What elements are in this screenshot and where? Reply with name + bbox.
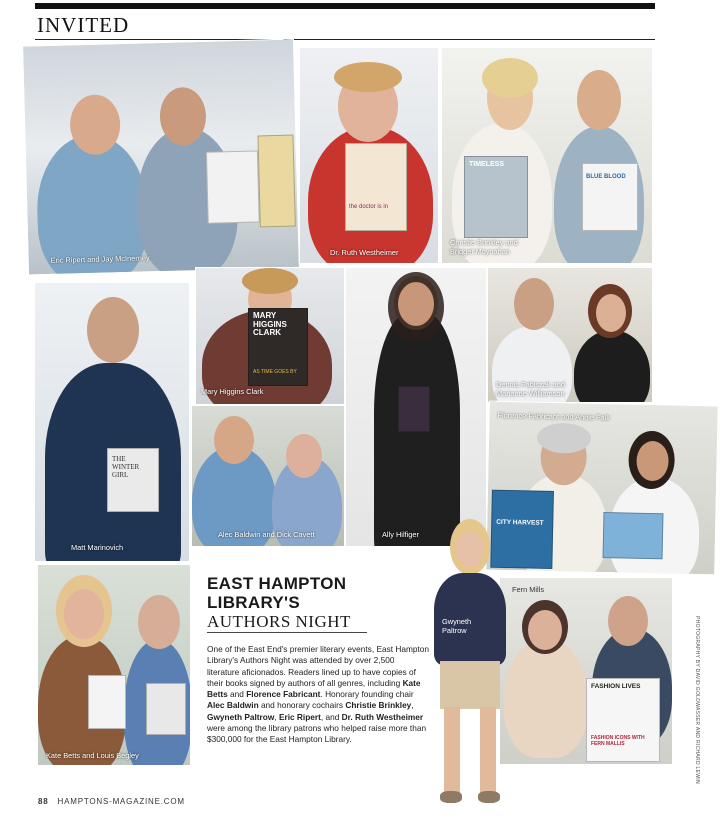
caption: Christie Brinkley and Bridget Moynahan — [450, 238, 518, 257]
headline-line: AUTHORS NIGHT — [207, 612, 351, 631]
page-footer — [38, 797, 185, 806]
body-text-segment: , — [274, 711, 279, 722]
body-text-segment: , and — [320, 711, 342, 722]
body-text-segment: One of the East End's premier literary events, East Hampton Library's Authors Night was attended by over 2,500 literature aficionados. Readers lined up to have copies of their books signed by authors of all genres, including — [207, 644, 430, 688]
photo-hilfiger — [346, 268, 486, 546]
photo-ripert-mcinerney — [23, 40, 299, 275]
caption: Matt Marinovich — [71, 543, 124, 552]
book-title: TIMELESS — [469, 161, 505, 168]
photo-baldwin-cavett — [192, 406, 344, 546]
photo-marinovich — [35, 283, 189, 561]
headline-rule — [207, 632, 367, 633]
article-body — [207, 644, 429, 746]
page-number: 88 — [38, 797, 49, 806]
header-bar — [35, 3, 655, 9]
photo-betts-begley — [38, 565, 190, 765]
photo-westheimer — [300, 48, 438, 263]
book-title: BLUE BLOOD — [586, 174, 626, 180]
book-title: MARY — [253, 311, 277, 320]
bold-name: Kate Betts — [207, 677, 421, 700]
caption: Fern Mills — [512, 585, 545, 594]
caption: Mary Higgins Clark — [201, 387, 264, 396]
caption: Eric Ripert and Jay McInerney — [50, 253, 150, 265]
photo-paltrow — [420, 515, 520, 815]
caption: Kate Betts and Louis Begley — [46, 751, 139, 760]
photo-higgins-clark — [196, 268, 344, 404]
bold-name: Gwyneth Paltrow — [207, 711, 275, 722]
photo-fabricant-falk — [486, 402, 717, 575]
caption: Alec Baldwin and Dick Cavett — [218, 530, 315, 539]
bold-name: Florence Fabricant — [246, 689, 321, 700]
bold-name: Eric Ripert — [278, 711, 321, 722]
book-title: the doctor is in — [349, 204, 389, 210]
body-text-segment: and honorary cochairs — [258, 700, 346, 711]
bold-name: Christie Brinkley — [345, 700, 412, 711]
photo-brinkley-moynahan — [442, 48, 652, 263]
site-url: HAMPTONS-MAGAZINE.COM — [57, 797, 185, 806]
book-subtitle: AS TIME GOES BY — [253, 369, 297, 375]
body-text-segment: were among the library patrons who helped raise more than $300,000 for the East Hampton Library. — [207, 723, 427, 745]
headline-line: EAST HAMPTON — [207, 574, 347, 593]
photo-fabiszak-williamson — [488, 268, 652, 402]
body-text-segment: and — [227, 689, 247, 700]
bold-name: Dr. Ruth Westheimer — [341, 711, 424, 722]
caption: Gwyneth Paltrow — [442, 617, 472, 636]
caption: Ally Hilfiger — [382, 530, 419, 539]
book-title: FASHION LIVES — [591, 683, 641, 690]
article-headline — [207, 574, 412, 631]
section-title: INVITED — [37, 13, 130, 37]
body-text-segment: . Honorary founding chair — [320, 689, 414, 700]
book-subtitle: FASHION ICONS WITH FERN MALLIS — [591, 735, 645, 747]
book-title: CITY HARVEST — [496, 518, 544, 527]
bold-name: Alec Baldwin — [207, 700, 259, 711]
book-title: WINTER — [112, 463, 140, 471]
book-title: THE — [112, 455, 126, 463]
book-title: CLARK — [253, 328, 281, 337]
photo-credit: PHOTOGRAPHY BY DAVID GOLDWASSER AND RICHARD LEWIN — [694, 616, 700, 784]
header-rule — [35, 39, 655, 40]
caption: Dr. Ruth Westheimer — [330, 248, 399, 257]
caption: Dennis Fabiszak and Marianne Williamson — [496, 380, 566, 399]
body-text-segment: , — [411, 700, 414, 711]
caption: Florence Fabricant and Annie Falk — [497, 410, 611, 423]
photo-mills — [500, 578, 672, 764]
book-title: HIGGINS — [253, 319, 287, 329]
headline-line: LIBRARY'S — [207, 593, 301, 612]
book-title: GIRL — [112, 471, 129, 479]
